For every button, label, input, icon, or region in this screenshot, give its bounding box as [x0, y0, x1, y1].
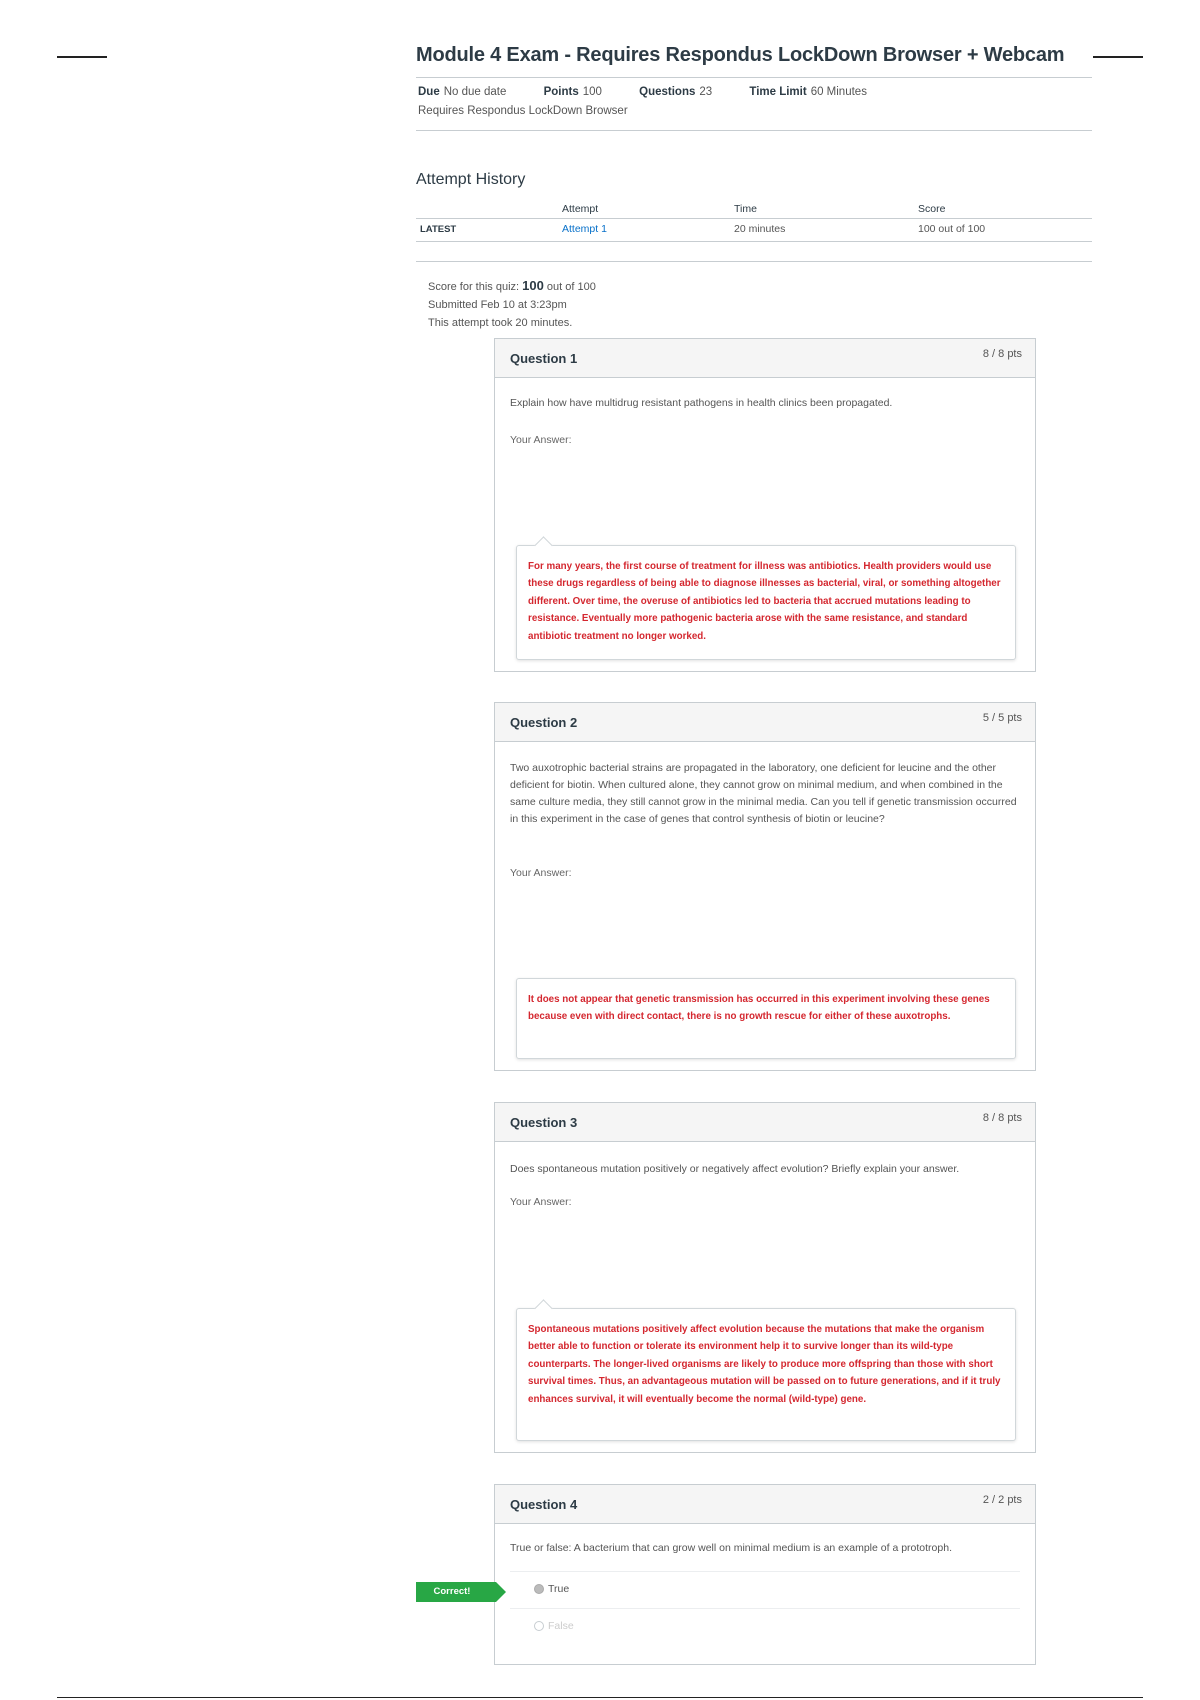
table-row [416, 219, 1092, 242]
score-prefix: Score for this quiz: [428, 281, 520, 293]
page-bottom-rule [57, 1697, 1143, 1698]
meta-time-limit [749, 86, 867, 98]
attempt-history-header-row [416, 201, 1092, 219]
option-false-label: False [548, 1620, 574, 1632]
meta-due [418, 86, 506, 98]
question-card-2 [494, 702, 1036, 1071]
meta-divider [416, 130, 1092, 131]
option-false[interactable] [510, 1608, 1020, 1645]
question-header [495, 339, 1035, 378]
quiz-title: Module 4 Exam - Requires Respondus LockDown Browser + Webcam [416, 44, 1065, 66]
meta-points-label: Points [543, 86, 579, 98]
history-divider [416, 261, 1092, 262]
your-answer-label: Your Answer: [510, 1196, 572, 1208]
your-answer-label: Your Answer: [510, 867, 572, 879]
meta-questions [639, 86, 712, 98]
score-summary [428, 277, 596, 332]
answer-text: For many years, the first course of treatment for illness was antibiotics. Health providers would use these drugs regardless of being able to diagnose illnesses as bacterial, viral, or something altogether different. Over time, the overuse of antibiotics led to bacteria that accrued mutations leading to resistance. Eventually more pathogenic bacteria arose with the same resistance, and standard antibiotic treatment no longer worked. [528, 561, 1001, 642]
question-text: True or false: A bacterium that can grow well on minimal medium is an example of a prototroph. [510, 1542, 952, 1554]
answer-box [516, 545, 1016, 660]
question-points: 5 / 5 pts [982, 712, 1022, 724]
radio-false[interactable] [534, 1621, 544, 1631]
correct-answer-flag: Correct! [416, 1582, 496, 1602]
meta-time-limit-label: Time Limit [749, 86, 807, 98]
meta-time-limit-value: 60 Minutes [810, 86, 867, 98]
page-edge-mark-right [1093, 56, 1143, 58]
answer-text: Spontaneous mutations positively affect evolution because the mutations that make the organism better able to function or tolerate its environment help it to survive longer than its wild-type counterparts. The longer-lived organisms are likely to produce more offspring than those with short survival times. Thus, an advantageous mutation will be passed on to future generations, and if it truly enhances survival, it will eventually become the normal (wild-type) gene. [528, 1324, 1001, 1405]
answer-box [516, 978, 1016, 1059]
time-cell: 20 minutes [730, 219, 914, 242]
question-text: Does spontaneous mutation positively or negatively affect evolution? Briefly explain your answer. [510, 1163, 960, 1175]
attempt-cell [558, 219, 730, 242]
question-card-1 [494, 338, 1036, 672]
quiz-meta [418, 86, 901, 98]
question-name: Question 3 [510, 1115, 578, 1130]
answer-caret [534, 1299, 552, 1317]
answer-caret [534, 536, 552, 554]
question-header [495, 1103, 1035, 1142]
score-cell: 100 out of 100 [914, 219, 1092, 242]
option-true-label: True [548, 1583, 570, 1595]
latest-tag: LATEST [416, 219, 558, 242]
question-name: Question 4 [510, 1497, 578, 1512]
answer-text: It does not appear that genetic transmission has occurred in this experiment involving these genes because even with direct contact, there is no growth rescue for either of these auxotrophs. [528, 994, 990, 1023]
question-text: Explain how have multidrug resistant pathogens in health clinics been propagated. [510, 397, 893, 409]
question-card-4 [494, 1484, 1036, 1665]
header-score: Score [914, 201, 1092, 219]
meta-due-value: No due date [443, 86, 507, 98]
question-card-3 [494, 1102, 1036, 1453]
question-points: 8 / 8 pts [982, 348, 1022, 360]
header-time: Time [730, 201, 914, 219]
meta-points [544, 86, 602, 98]
option-true[interactable] [510, 1571, 1020, 1608]
submitted-line: Submitted Feb 10 at 3:23pm [428, 299, 567, 311]
score-line [428, 277, 596, 296]
meta-due-label: Due [418, 86, 440, 98]
meta-questions-value: 23 [699, 86, 713, 98]
meta-questions-label: Questions [639, 86, 696, 98]
your-answer-label: Your Answer: [510, 434, 572, 446]
header-attempt: Attempt [558, 201, 730, 219]
question-header [495, 703, 1035, 742]
score-value: 100 [522, 278, 544, 293]
question-name: Question 1 [510, 351, 578, 366]
attempt-link[interactable]: Attempt 1 [562, 223, 607, 235]
question-points: 2 / 2 pts [982, 1494, 1022, 1506]
header-tag [416, 201, 558, 219]
answer-options [510, 1571, 1020, 1645]
duration-line: This attempt took 20 minutes. [428, 317, 573, 329]
meta-requirement: Requires Respondus LockDown Browser [418, 105, 628, 117]
meta-points-value: 100 [582, 86, 602, 98]
question-header [495, 1485, 1035, 1524]
attempt-history-title: Attempt History [416, 171, 526, 188]
attempt-history-table [416, 201, 1092, 242]
answer-box [516, 1308, 1016, 1441]
question-points: 8 / 8 pts [982, 1112, 1022, 1124]
score-suffix: out of 100 [546, 281, 596, 293]
question-name: Question 2 [510, 715, 578, 730]
question-text: Two auxotrophic bacterial strains are propagated in the laboratory, one deficient for leucine and the other deficient for biotin. When cultured alone, they cannot grow on minimal medium, and when combined in the same culture media, they still cannot grow in the minimal media. Can you tell if genetic transmission occurred in this experiment in the case of genes that control synthesis of biotin or leucine? [510, 762, 1017, 825]
title-divider [416, 77, 1092, 78]
page-edge-mark-left [57, 56, 107, 58]
radio-true[interactable] [534, 1584, 544, 1594]
